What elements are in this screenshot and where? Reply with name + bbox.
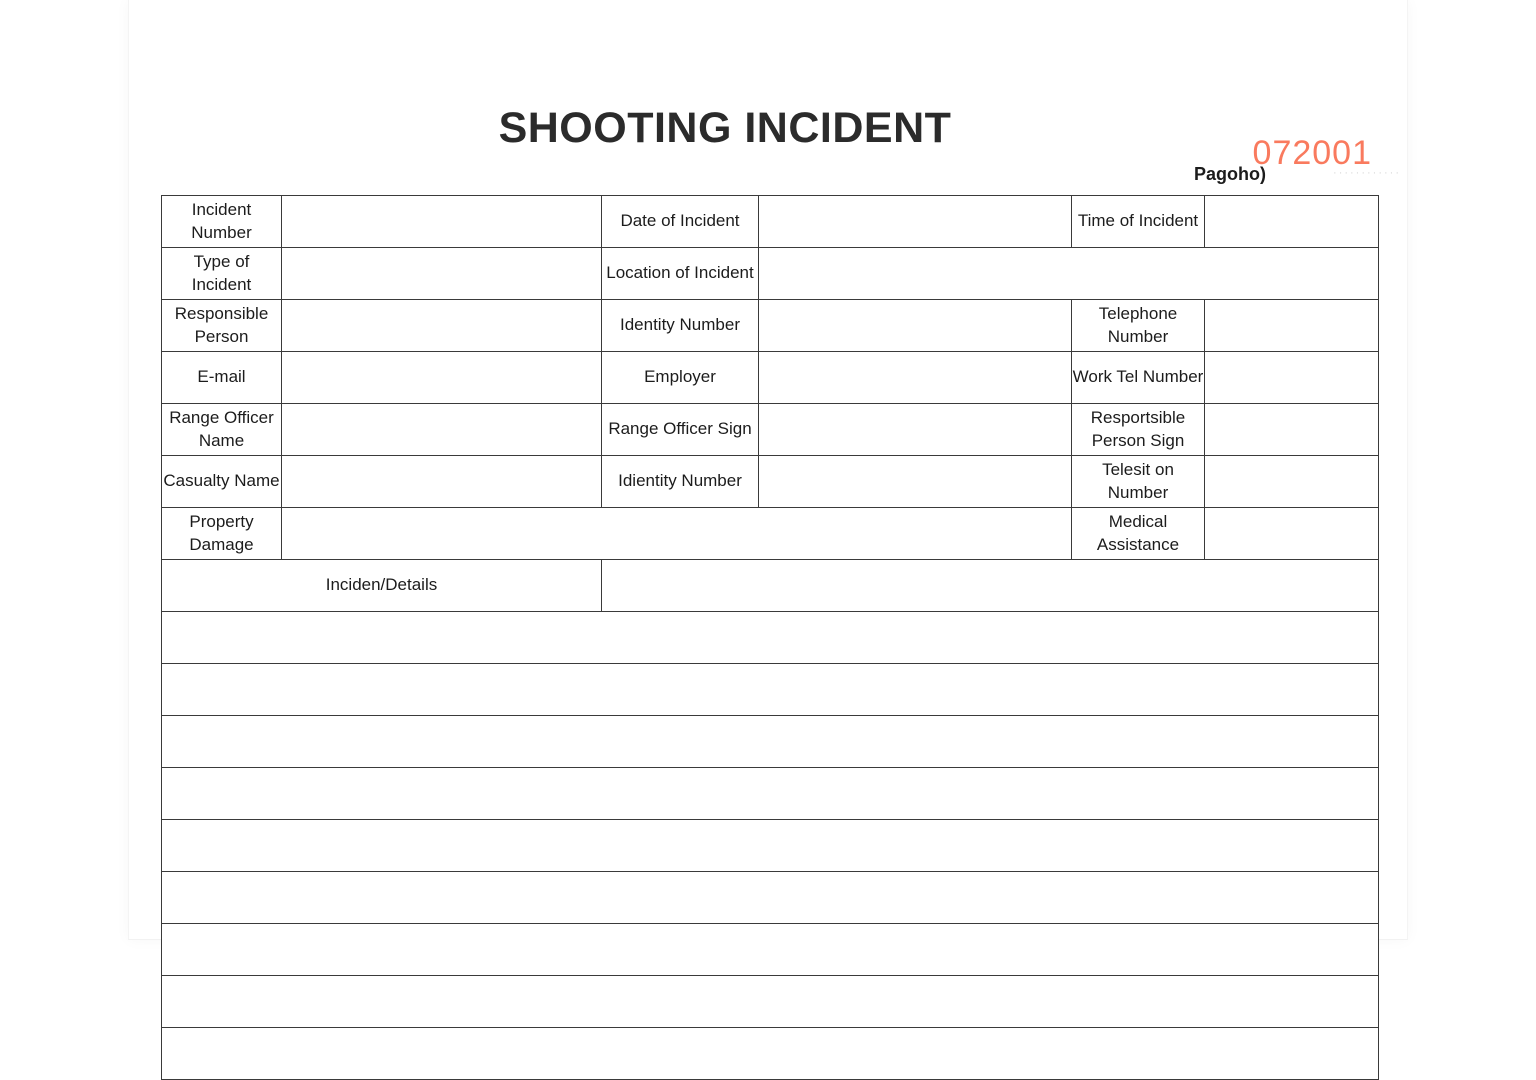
details-blank-line-row [162,664,1379,716]
details-blank-line-row [162,716,1379,768]
field-label-employer: Employer [602,352,759,404]
field-input-range-officer-name[interactable] [282,404,602,456]
serial-number: 072001 [1252,134,1372,172]
field-label-incident-details: Inciden/Details [162,560,602,612]
field-input-responsible-person[interactable] [282,300,602,352]
field-label-responsible-person: Responsible Person [162,300,282,352]
details-blank-line[interactable] [162,612,1379,664]
field-label-casualty-identity-number: Idientity Number [602,456,759,508]
details-blank-line[interactable] [162,976,1379,1028]
form-header [129,0,1409,195]
table-row [162,508,1379,560]
table-row [162,248,1379,300]
details-blank-line[interactable] [162,768,1379,820]
field-input-type-of-incident[interactable] [282,248,602,300]
details-blank-line-row [162,924,1379,976]
incident-form-table [161,195,1379,1080]
field-label-medical-assistance: Medical Assistance [1072,508,1205,560]
page-title: SHOOTING INCIDENT [498,104,952,152]
field-input-casualty-name[interactable] [282,456,602,508]
field-label-casualty-name: Casualty Name [162,456,282,508]
details-blank-line[interactable] [162,924,1379,976]
details-blank-line-row [162,872,1379,924]
details-blank-line-row [162,768,1379,820]
field-label-time-of-incident: Time of Incident [1072,196,1205,248]
field-label-date-of-incident: Date of Incident [602,196,759,248]
field-label-telephone-number: Telephone Number [1072,300,1205,352]
field-input-work-tel-number[interactable] [1205,352,1379,404]
details-blank-line[interactable] [162,1028,1379,1080]
field-label-responsible-person-sign: Resportsible Person Sign [1072,404,1205,456]
field-input-telephone-number[interactable] [1205,300,1379,352]
field-input-email[interactable] [282,352,602,404]
details-blank-line-row [162,612,1379,664]
page-marker-label: Pagoho) [1194,164,1266,184]
document-page [128,0,1408,940]
field-input-medical-assistance[interactable] [1205,508,1379,560]
field-input-time-of-incident[interactable] [1205,196,1379,248]
field-input-casualty-identity-number[interactable] [759,456,1072,508]
field-input-employer[interactable] [759,352,1072,404]
field-input-location-of-incident[interactable] [759,248,1379,300]
field-label-range-officer-sign: Range Officer Sign [602,404,759,456]
details-blank-line-row [162,820,1379,872]
field-input-range-officer-sign[interactable] [759,404,1072,456]
table-row [162,404,1379,456]
field-input-property-damage[interactable] [282,508,1072,560]
details-blank-line-row [162,976,1379,1028]
details-header-row [162,560,1379,612]
field-input-incident-number[interactable] [282,196,602,248]
form-table-body [162,196,1379,1080]
field-input-identity-number[interactable] [759,300,1072,352]
field-input-date-of-incident[interactable] [759,196,1072,248]
faint-watermark-text: ············ [1333,167,1401,179]
details-blank-line[interactable] [162,820,1379,872]
field-input-incident-details[interactable] [602,560,1379,612]
field-label-range-officer-name: Range Officer Name [162,404,282,456]
table-row [162,300,1379,352]
details-blank-line[interactable] [162,716,1379,768]
field-label-identity-number: Identity Number [602,300,759,352]
field-input-responsible-person-sign[interactable] [1205,404,1379,456]
field-label-type-of-incident: Type of Incident [162,248,282,300]
table-row [162,456,1379,508]
field-input-telesit-on-number[interactable] [1205,456,1379,508]
field-label-telesit-on-number: Telesit on Number [1072,456,1205,508]
table-row [162,196,1379,248]
details-blank-line-row [162,1028,1379,1080]
details-blank-line[interactable] [162,664,1379,716]
details-blank-line[interactable] [162,872,1379,924]
field-label-incident-number: Incident Number [162,196,282,248]
field-label-location-of-incident: Location of Incident [602,248,759,300]
field-label-property-damage: Property Damage [162,508,282,560]
field-label-email: E-mail [162,352,282,404]
table-row [162,352,1379,404]
field-label-work-tel-number: Work Tel Number [1072,352,1205,404]
